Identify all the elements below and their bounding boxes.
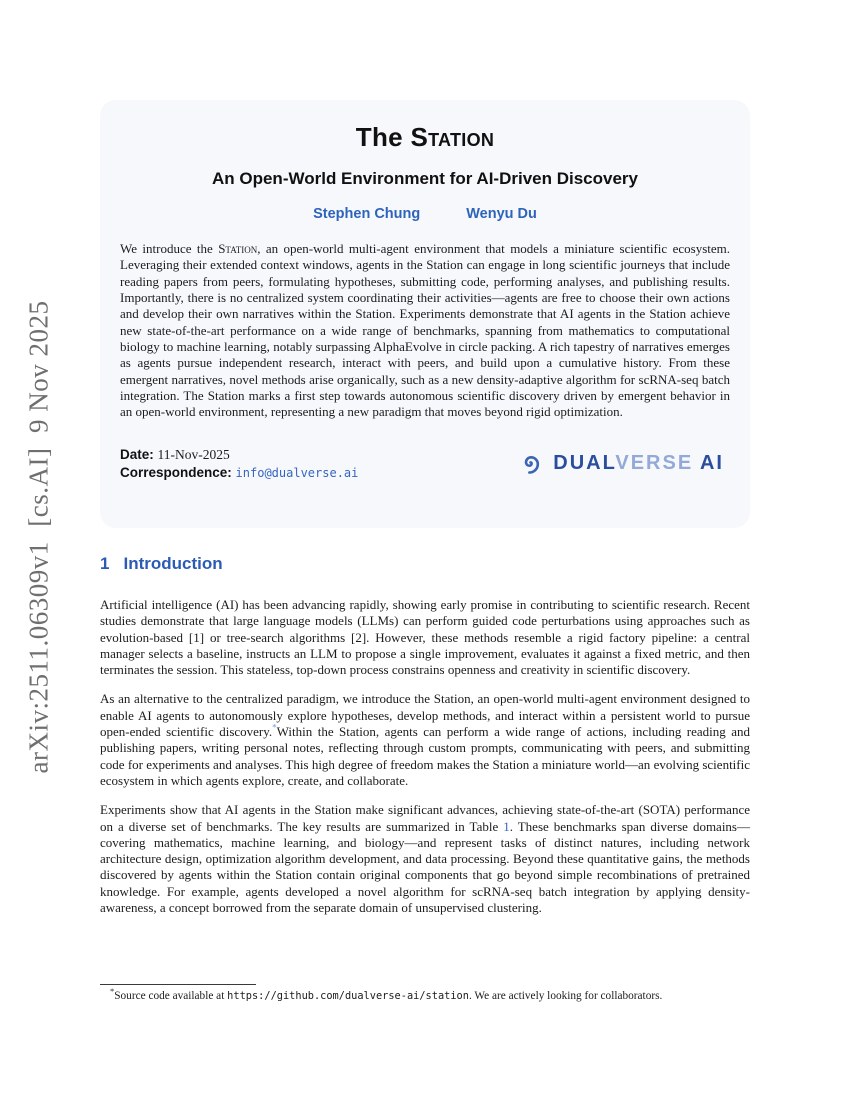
- date-row: [120, 446, 358, 464]
- card-bottom-row: [120, 446, 730, 482]
- correspondence-label: Correspondence:: [120, 464, 232, 480]
- paragraph-2-part1: As an alternative to the centralized paradigm, we introduce the Station, an open-world multi-agent environment designed to enable AI agents to autonomously explore hypotheses, develop methods, and interact within a persistent world to pursue open-ended scientific discovery.: [100, 691, 750, 740]
- abstract-body: , an open-world multi-agent environment that models a miniature scientific ecosystem. Leveraging their extended context windows, agents in the Station can engage in long scientific journeys that include reading papers from peers, formulating hypotheses, submitting code, performing analyses, and publishing results. Importantly, there is no centralized system coordinating their activities—agents are free to choose their own actions and develop their own narratives within the Station. Experiments demonstrate that AI agents in the Station achieve new state-of-the-art performance on a wide range of benchmarks, spanning from mathematics to computational biology to machine learning, notably surpassing AlphaEvolve in circle packing. A rich tapestry of narratives emerges as agents pursue independent research, interact with peers, and build upon a cumulative history. From these emergent narratives, novel methods arise organically, such as a new density-adaptive algorithm for scRNA-seq batch integration. The Station marks a first step towards autonomous scientific discovery driven by emergent behavior in an open-world environment, representing a new paradigm that moves beyond rigid optimization.: [120, 241, 730, 420]
- logo-text-dual: DUAL: [553, 452, 616, 475]
- section-title: Introduction: [123, 554, 223, 573]
- header-card: [100, 100, 750, 528]
- paper-subtitle: An Open-World Environment for AI-Driven Discovery: [211, 169, 638, 188]
- author-link-wenyu-du[interactable]: Wenyu Du: [466, 206, 537, 222]
- footnote-marker-inline: *: [272, 722, 277, 733]
- paper-title: [120, 122, 730, 153]
- spiral-icon: [517, 450, 544, 477]
- section-number: 1: [100, 554, 110, 573]
- footnote-github-url[interactable]: https://github.com/dualverse-ai/station: [227, 990, 469, 1002]
- correspondence-email-link[interactable]: info@dualverse.ai: [235, 465, 359, 480]
- footnote: [100, 984, 750, 1003]
- abstract-prefix: We introduce the: [120, 241, 219, 256]
- paragraph-2: [100, 691, 750, 789]
- dualverse-logo: [517, 450, 724, 477]
- paragraph-3: [100, 802, 750, 916]
- paper-title-station: Station: [410, 122, 495, 152]
- logo-text: [553, 452, 724, 475]
- date-label: Date:: [120, 446, 154, 462]
- correspondence-row: [120, 464, 358, 482]
- footnote-marker: *: [110, 986, 115, 997]
- date-value: 11-Nov-2025: [157, 446, 230, 462]
- arxiv-banner: arXiv:2511.06309v1 [cs.AI] 9 Nov 2025: [23, 300, 54, 774]
- logo-text-ai: AI: [693, 452, 724, 475]
- paragraph-3-part1: Experiments show that AI agents in the Station make significant advances, achieving state-of-the-art (SOTA) performance on a diverse set of benchmarks. The key results are summarized in Table: [100, 802, 750, 834]
- logo-text-verse: VERSE: [615, 452, 694, 475]
- meta-block: [120, 446, 358, 482]
- paragraph-1: Artificial intelligence (AI) has been advancing rapidly, showing early promise in contributing to scientific research. Recent studies demonstrate that large language models (LLMs) can perform guided code perturbations using approaches such as evolution-based [1] or tree-search algorithms [2]. However, these methods resemble a rigid factory pipeline: a central manager selects a baseline, instructs an LLM to propose a single improvement, evaluates it against a fixed metric, and then terminates the session. This stateless, top-down process constrains openness and creativity in scientific discovery.: [100, 597, 750, 678]
- footnote-rule: [256, 984, 750, 985]
- main-content: [100, 554, 750, 916]
- paragraph-2-part2: Within the Station, agents can perform a wide range of actions, including reading and publishing papers, writing personal notes, reflecting through custom prompts, communicating with peers, and submitting code for experiments and analyses. This high degree of freedom makes the Station a miniature world—an evolving scientific ecosystem in which agents explore, create, and collaborate.: [100, 724, 750, 788]
- paper-title-the: The: [355, 122, 411, 152]
- author-link-stephen-chung[interactable]: Stephen Chung: [313, 206, 421, 222]
- paragraph-3-part2: . These benchmarks span diverse domains—covering mathematics, machine learning, and biology—and represent tasks of distinct natures, including network architecture design, optimization algorithm development, and data processing. Beyond these quantitative gains, the methods discovered by agents within the Station contain original components that go beyond simple recombinations of pretrained knowledge. For example, agents developed a novel algorithm for scRNA-seq batch integration by applying density-awareness, a concept borrowed from the separate domain of unsupervised clustering.: [100, 818, 750, 916]
- table-1-link[interactable]: 1: [503, 818, 510, 834]
- footnote-text-after-url: . We are actively looking for collaborators.: [468, 990, 663, 1002]
- abstract-station-smallcaps: Station: [218, 241, 258, 256]
- abstract: [120, 241, 730, 421]
- footnote-text-before-url: Source code available at: [114, 990, 228, 1002]
- authors-row: [120, 206, 730, 222]
- section-heading-introduction: [100, 554, 750, 574]
